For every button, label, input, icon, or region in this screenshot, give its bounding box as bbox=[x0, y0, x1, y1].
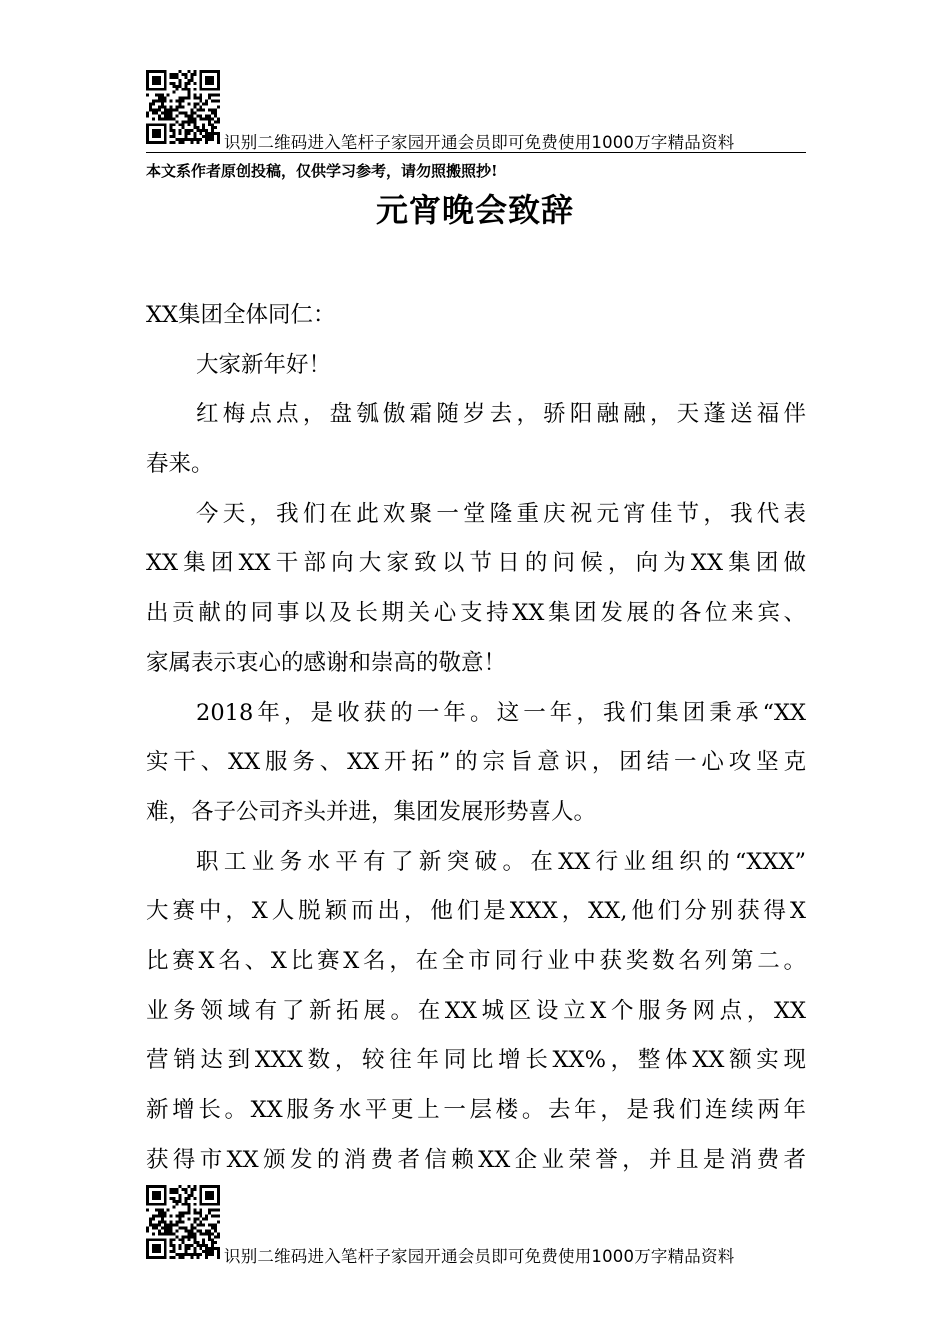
qr-code-icon bbox=[146, 1185, 220, 1259]
body-line: 家属表示衷心的感谢和崇高的敬意！ bbox=[146, 649, 507, 676]
document-title: 元宵晚会致辞 bbox=[375, 191, 574, 229]
body-line: 今天，我们在此欢聚一堂隆重庆祝元宵佳节，我代表 bbox=[196, 500, 806, 527]
document-body bbox=[146, 291, 806, 1185]
body-line: 比赛X名、X比赛X名，在全市同行业中获奖数名列第二。 bbox=[146, 947, 806, 974]
header-promo-text: 识别二维码进入笔杆子家园开通会员即可免费使用1000万字精品资料 bbox=[224, 133, 735, 152]
body-line: 营销达到XXX数，较往年同比增长XX%，整体XX额实现 bbox=[146, 1047, 806, 1074]
copyright-notice: 本文系作者原创投稿，仅供学习参考，请勿照搬照抄! bbox=[146, 162, 498, 180]
body-line: 大赛中，X人脱颖而出，他们是XXX，XX,他们分别获得X bbox=[146, 898, 806, 925]
body-line: 大家新年好！ bbox=[196, 351, 332, 378]
footer-promo-text: 识别二维码进入笔杆子家园开通会员即可免费使用1000万字精品资料 bbox=[224, 1247, 735, 1266]
body-line: 职工业务水平有了新突破。在XX行业组织的“XXX” bbox=[196, 848, 806, 875]
body-line: 新增长。XX服务水平更上一层楼。去年，是我们连续两年 bbox=[146, 1097, 806, 1123]
body-line: 实干、XX服务、XX开拓”的宗旨意识，团结一心攻坚克 bbox=[146, 749, 806, 776]
body-line: 业务领域有了新拓展。在XX城区设立X个服务网点，XX bbox=[146, 997, 806, 1024]
body-line: 难，各子公司齐头并进，集团发展形势喜人。 bbox=[146, 798, 597, 825]
body-line: 2018年，是收获的一年。这一年，我们集团秉承“XX bbox=[196, 699, 806, 726]
body-line: XX集团XX干部向大家致以节日的问候，向为XX集团做 bbox=[146, 550, 806, 577]
header-divider bbox=[146, 152, 806, 153]
body-line: 红梅点点，盘瓠傲霜随岁去，骄阳融融，天蓬送福伴 bbox=[196, 401, 806, 428]
body-line: 出贡献的同事以及长期关心支持XX集团发展的各位来宾、 bbox=[146, 600, 806, 627]
qr-code-icon bbox=[146, 70, 220, 144]
body-line: 春来。 bbox=[146, 451, 214, 478]
salutation: XX集团全体同仁： bbox=[146, 302, 336, 328]
body-line: 获得市XX颁发的消费者信赖XX企业荣誉，并且是消费者 bbox=[146, 1146, 806, 1173]
